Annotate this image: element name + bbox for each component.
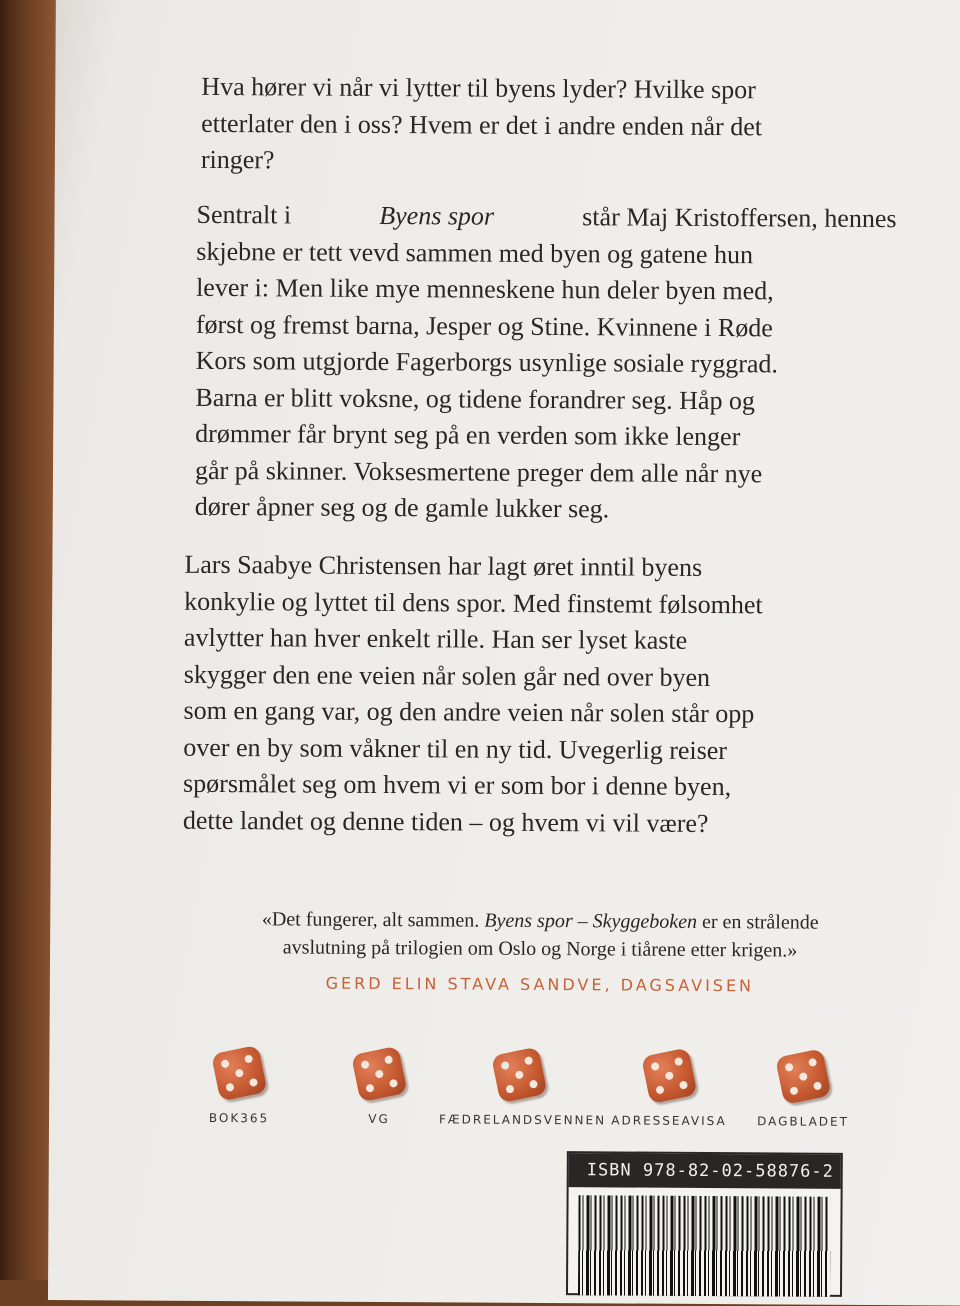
text-line: som en gang var, og den andre veien når solen står opp	[183, 695, 755, 729]
synopsis-paragraph	[195, 197, 897, 530]
text-line: Hva hører vi når vi lytter til byens lyder? Hvilke spor	[201, 71, 756, 105]
text-line: ringer?	[200, 144, 275, 175]
text-line: lever i: Men like mye menneskene hun deler byen med,	[196, 272, 774, 306]
rating-dagbladet	[723, 1052, 883, 1129]
die-five-icon	[641, 1047, 698, 1104]
rating-bok365	[159, 1049, 319, 1126]
rating-vg	[299, 1050, 459, 1127]
isbn-number: ISBN 978-82-02-58876-2	[569, 1153, 841, 1189]
text-line: etterlater den i oss? Hvem er det i andre enden når det	[201, 108, 763, 141]
rating-faedrelandsvennen	[439, 1050, 607, 1128]
rating-source: FÆDRELANDSVENNEN	[439, 1112, 607, 1128]
die-five-icon	[351, 1046, 408, 1103]
die-five-icon	[211, 1045, 268, 1102]
text-line: Barna er blitt voksne, og tidene forandrer seg. Håp og	[195, 382, 756, 415]
rating-source: VG	[368, 1111, 390, 1127]
book-back-cover	[48, 0, 960, 1306]
text-line: spørsmålet seg om hvem vi er som bor i denne byen,	[183, 768, 732, 802]
intro-paragraph	[201, 69, 842, 182]
text-line: konkylie og lyttet til dens spor. Med finstemt følsomhet	[184, 586, 763, 619]
die-five-icon	[491, 1046, 548, 1103]
author-paragraph	[183, 547, 897, 843]
rating-source: DAGBLADET	[757, 1114, 850, 1129]
text-line: skygger den ene veien når solen går ned over byen	[183, 659, 711, 692]
review-quote	[190, 905, 890, 965]
rating-source: ADRESSEAVISA	[611, 1113, 727, 1129]
quote-attribution: GERD ELIN STAVA SANDVE, DAGSAVISEN	[325, 973, 755, 996]
text-line: Lars Saabye Christensen har lagt øret inntil byens	[184, 549, 703, 582]
text-line: avlytter han hver enkelt rille. Han ser lyset kaste	[183, 622, 688, 655]
text-line: først og fremst barna, Jesper og Stine. Kvinnene i Røde	[195, 309, 773, 342]
text-line: skjebne er tett vevd sammen med byen og gatene hun	[196, 236, 754, 269]
text-line: dette landet og denne tiden – og hvem vi vil være?	[182, 805, 709, 838]
text-line: dører åpner seg og de gamle lukker seg.	[194, 491, 610, 524]
quote-line: avslutning på trilogien om Oslo og Norge i tiårene etter krigen.»	[282, 936, 798, 962]
book-title: Byens spor	[379, 200, 495, 231]
quote-line: «Det fungerer, alt sammen. Byens spor – Skyggeboken er en strålende	[261, 908, 819, 934]
text-line: Sentralt i Byens spor står Maj Kristoffersen, hennes	[196, 197, 896, 238]
isbn-barcode	[566, 1151, 843, 1297]
rating-source: BOK365	[208, 1110, 270, 1126]
text-line: drømmer får brynt seg på en verden som ikke lenger	[195, 418, 741, 452]
text-line: går på skinner. Voksesmertene preger dem alle når nye	[194, 455, 763, 488]
text-line: over en by som våkner til en ny tid. Uvegerlig reiser	[183, 732, 728, 765]
barcode-icon	[578, 1195, 831, 1297]
text-line: Kors som utgjorde Fagerborgs usynlige sosiale ryggrad.	[195, 345, 779, 379]
die-five-icon	[775, 1048, 832, 1105]
